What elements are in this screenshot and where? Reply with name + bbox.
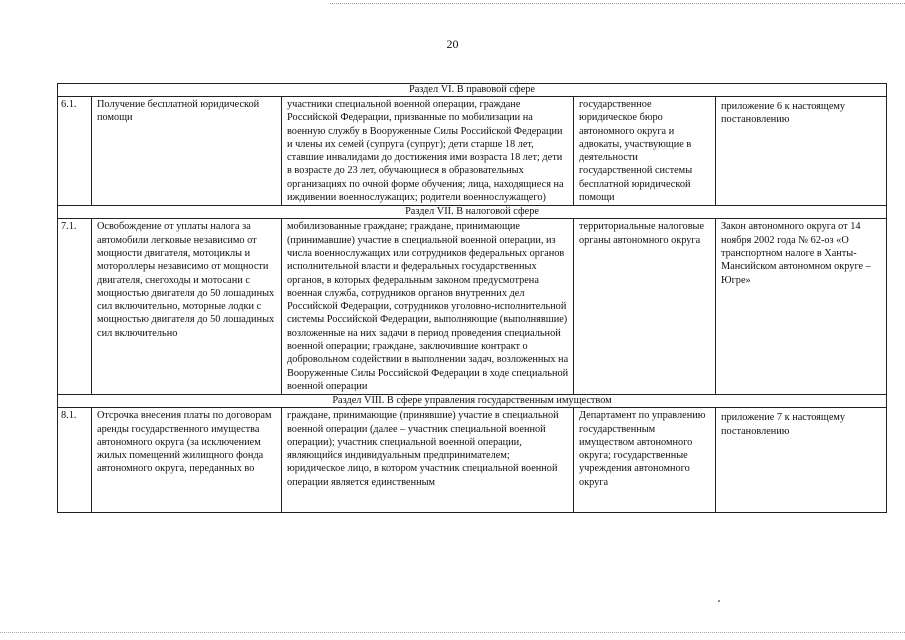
basis-cell: приложение 6 к настоящему постановлению bbox=[716, 97, 887, 206]
section-title: Раздел VIII. В сфере управления государственным имуществом bbox=[58, 395, 887, 408]
basis-cell bbox=[716, 408, 887, 513]
basis-text: приложение 7 к настоящему постановлению bbox=[721, 412, 846, 437]
page-number: 20 bbox=[446, 37, 459, 51]
row-number: 8.1. bbox=[58, 408, 92, 513]
executor-cell: государственное юридическое бюро автономного округа и адвокаты, участвующие в деятельности государственной системы бесплатной юридической помощи bbox=[574, 97, 716, 206]
recipients-cell: участники специальной военной операции, граждане Российской Федерации, призванные по мобилизации на военную службу в Вооруженные Силы Российской Федерации и члены их семей (супруга (супруг); дети старше 18 лет, ставшие инвалидами до достижения ими возраста 18 лет; дети в возрасте до 23 лет, обучающиеся в образовательных организациях по очной форме обучения; лица, находящиеся на иждивении военнослужащих; родители военнослужащего) bbox=[282, 97, 574, 206]
recipients-cell bbox=[282, 408, 574, 513]
section-header-row bbox=[58, 84, 887, 97]
row-number: 7.1. bbox=[58, 219, 92, 395]
scan-edge-bottom bbox=[0, 632, 905, 634]
measure-cell: Получение бесплатной юридической помощи bbox=[92, 97, 282, 206]
table-row bbox=[58, 219, 887, 395]
section-header-row bbox=[58, 395, 887, 408]
section-title: Раздел VII. В налоговой сфере bbox=[58, 206, 887, 219]
recipients-text: граждане, принимающие (принявшие) участие в специальной военной операции (далее – участник специальной военной операции); участник специальной военной операции, являющийся индивидуальным предпринимателем; юридическое лицо, в котором участник специальной военной операции является единственным bbox=[287, 410, 559, 488]
measure-cell bbox=[92, 408, 282, 513]
executor-text: Департамент по управлению государственным имуществом автономного округа; государственные учреждения автономного округа bbox=[579, 410, 706, 488]
table-row bbox=[58, 97, 887, 206]
measures-table bbox=[57, 83, 887, 513]
measure-cell: Освобождение от уплаты налога за автомобили легковые независимо от мощности двигателя, мотоциклы и мотороллеры независимо от мощности двигателя, снегоходы и мотосани с мощностью двигателя до 50 лошадиных сил включительно, моторные лодки с мощностью двигателя до 50 лошадиных сил включительно bbox=[92, 219, 282, 395]
table-row bbox=[58, 408, 887, 513]
section-title: Раздел VI. В правовой сфере bbox=[58, 84, 887, 97]
recipients-cell: мобилизованные граждане; граждане, принимающие (принимавшие) участие в специальной военной операции, из числа военнослужащих или сотрудников федеральных органов исполнительной власти и федеральных государственных органов, в которых федеральным законом предусмотрена военная служба, сотрудников органов внутренних дел Российской Федерации, сотрудников уголовно-исполнительной системы Российской Федерации, выполняющие (выполнявшие) возложенные на них задачи в период проведения специальной военной операции; граждане, заключившие контракт о добровольном содействии в выполнении задач, возложенных на Вооруженные Силы Российской Федерации в ходе специальной военной операции bbox=[282, 219, 574, 395]
scan-speck bbox=[718, 600, 720, 602]
executor-cell: территориальные налоговые органы автономного округа bbox=[574, 219, 716, 395]
basis-cell: Закон автономного округа от 14 ноября 2002 года № 62-оз «О транспортном налоге в Ханты-Мансийском автономном округе – Югре» bbox=[716, 219, 887, 395]
row-number: 6.1. bbox=[58, 97, 92, 206]
scan-edge-top bbox=[330, 3, 905, 5]
section-header-row bbox=[58, 206, 887, 219]
executor-cell bbox=[574, 408, 716, 513]
measure-text: Отсрочка внесения платы по договорам аренды государственного имущества автономного округа (за исключением жилых помещений жилищного фонда автономного округа, переданных во bbox=[97, 410, 272, 475]
